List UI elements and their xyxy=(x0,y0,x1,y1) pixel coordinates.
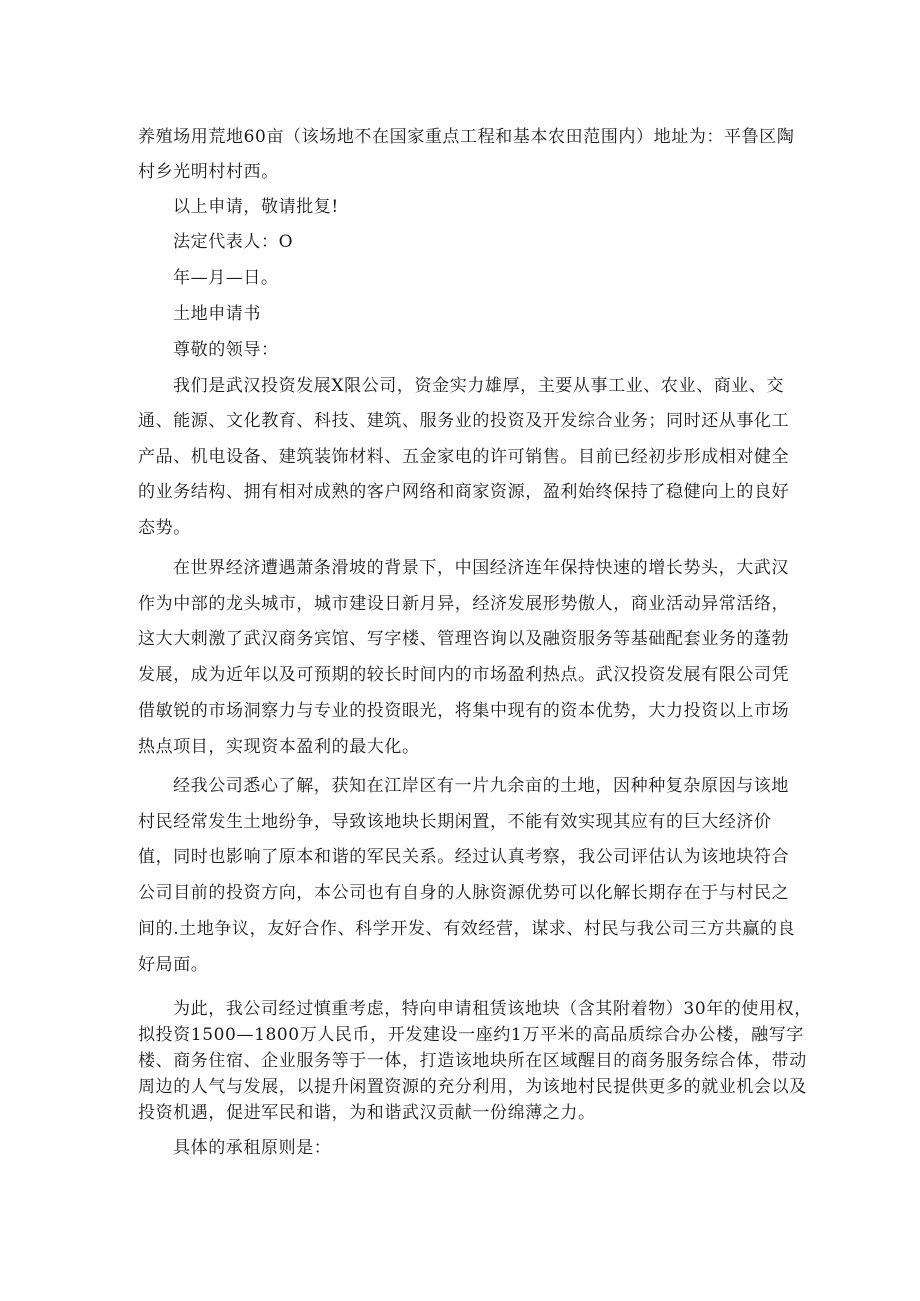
text-line-26: 拟投资1500—1800万人民币，开发建设一座约1万平米的高品质综合办公楼，融写字 xyxy=(138,1025,804,1045)
text-line-10: 产品、机电设备、建筑装饰材料、五金家电的许可销售。目前已经初步形成相对健全 xyxy=(138,447,790,467)
text-line-20: 村民经常发生土地纷争，导致该地块长期闲置，不能有效实现其应有的巨大经济价 xyxy=(138,812,772,832)
text-line-15: 这大大刺激了武汉商务宾馆、写字楼、管理咨询以及融资服务等基础配套业务的蓬勃 xyxy=(138,629,790,649)
text-line-13: 在世界经济遭遇萧条滑坡的背景下，中国经济连年保持快速的增长势头，大武汉 xyxy=(173,558,789,578)
text-line-18: 热点项目，实现资本盈利的最大化。 xyxy=(138,737,420,757)
text-line-22: 公司目前的投资方向，本公司也有自身的人脉资源优势可以化解长期存在于与村民之 xyxy=(138,883,790,903)
text-line-30: 具体的承租原则是： xyxy=(173,1138,332,1158)
text-line-17: 借敏锐的市场洞察力与专业的投资眼光，将集中现有的资本优势，大力投资以上市场 xyxy=(138,701,790,721)
document-title: 土地申请书 xyxy=(173,304,261,324)
text-line-14: 作为中部的龙头城市，城市建设日新月异，经济发展形势傲人，商业活动异常活络， xyxy=(138,594,790,614)
salutation: 尊敬的领导： xyxy=(173,340,279,360)
text-line-19: 经我公司悉心了解，获知在江岸区有一片九余亩的土地，因种种复杂原因与该地 xyxy=(173,776,789,796)
text-line-16: 发展，成为近年以及可预期的较长时间内的市场盈利热点。武汉投资发展有限公司凭 xyxy=(138,665,790,685)
text-line-25: 为此，我公司经过慎重考虑，特向申请租赁该地块（含其附着物）30年的使用权， xyxy=(173,999,812,1019)
text-line-12: 态势。 xyxy=(138,518,191,538)
text-line-29: 投资机遇，促进军民和谐，为和谐武汉贡献一份绵薄之力。 xyxy=(138,1103,596,1123)
text-line-8: 我们是武汉投资发展X限公司，资金实力雄厚，主要从事工业、农业、商业、交 xyxy=(173,376,785,396)
text-line-28: 周边的人气与发展，以提升闲置资源的充分利用，为该地村民提供更多的就业机会以及 xyxy=(138,1077,807,1097)
text-line-11: 的业务结构、拥有相对成熟的客户网络和商家资源，盈利始终保持了稳健向上的良好 xyxy=(138,482,790,502)
text-line-27: 楼、商务住宿、企业服务等于一体，打造该地块所在区域醒目的商务服务综合体，带动 xyxy=(138,1051,807,1071)
date-line: 年—月—日。 xyxy=(173,268,279,288)
text-line-9: 通、能源、文化教育、科技、建筑、服务业的投资及开发综合业务；同时还从事化工 xyxy=(138,411,790,431)
text-line-3: 以上申请，敬请批复! xyxy=(173,197,339,217)
text-line-23: 间的.土地争议，友好合作、科学开发、有效经营，谋求、村民与我公司三方共赢的良 xyxy=(138,919,796,939)
text-line-1: 养殖场用荒地60亩（该场地不在国家重点工程和基本农田范围内）地址为：平鲁区陶 xyxy=(138,127,795,147)
signature-label: 法定代表人：O xyxy=(173,232,294,252)
text-line-21: 值，同时也影响了原本和谐的军民关系。经过认真考察，我公司评估认为该地块符合 xyxy=(138,847,790,867)
text-line-24: 好局面。 xyxy=(138,955,209,975)
text-line-2: 村乡光明村村西。 xyxy=(138,162,279,182)
